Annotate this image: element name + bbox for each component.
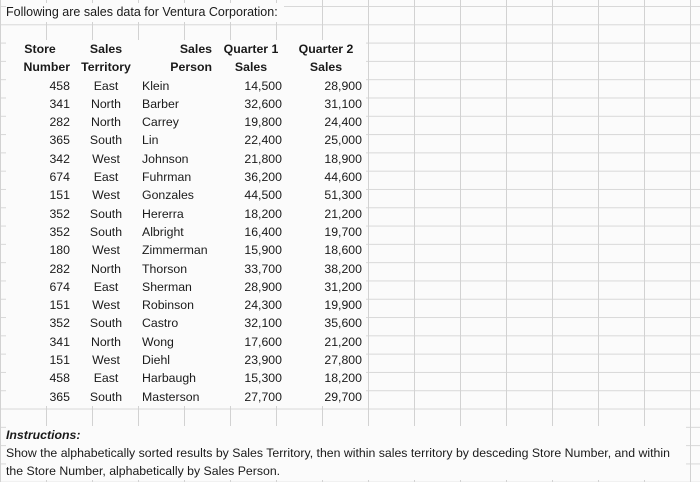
cell-store[interactable]: 151 <box>49 353 70 368</box>
cell-q2[interactable]: 18,600 <box>324 243 362 258</box>
cell-q2[interactable]: 28,900 <box>324 78 362 93</box>
cell-person[interactable]: Klein <box>142 78 170 93</box>
cell-person[interactable]: Thorson <box>142 261 188 276</box>
cell-q1[interactable]: 15,300 <box>244 371 282 386</box>
cell-store[interactable]: 352 <box>49 224 70 239</box>
cell-q1[interactable]: 14,500 <box>244 78 282 93</box>
header-territory[interactable]: Sales <box>89 42 123 56</box>
table-row <box>6 351 366 369</box>
header-q1[interactable]: Sales <box>234 60 268 75</box>
header-q1[interactable]: Quarter 1 <box>223 42 279 56</box>
cell-territory[interactable]: South <box>89 224 123 239</box>
cell-territory[interactable]: West <box>92 298 120 313</box>
instructions-block <box>6 426 686 480</box>
table-row <box>6 77 366 95</box>
cell-person[interactable]: Wong <box>142 334 174 349</box>
cell-q1[interactable]: 21,800 <box>244 151 282 166</box>
cell-store[interactable]: 282 <box>49 261 70 276</box>
cell-q2[interactable]: 35,600 <box>324 316 362 331</box>
cell-q1[interactable]: 28,900 <box>244 279 282 294</box>
cell-territory[interactable]: West <box>92 243 120 258</box>
sales-table <box>6 40 366 406</box>
cell-q1[interactable]: 17,600 <box>244 334 282 349</box>
cell-q2[interactable]: 25,000 <box>324 133 362 148</box>
cell-q1[interactable]: 32,600 <box>244 96 282 111</box>
cell-person[interactable]: Fuhrman <box>142 170 192 185</box>
cell-person[interactable]: Hererra <box>142 206 184 221</box>
cell-q2[interactable]: 29,700 <box>324 389 362 404</box>
table-row <box>6 205 366 223</box>
table-row <box>6 150 366 168</box>
cell-person[interactable]: Harbaugh <box>142 371 197 386</box>
cell-person[interactable]: Albright <box>142 224 184 239</box>
cell-q2[interactable]: 18,900 <box>324 151 362 166</box>
cell-store[interactable]: 458 <box>49 78 70 93</box>
cell-q2[interactable]: 51,300 <box>324 188 362 203</box>
table-row <box>6 296 366 314</box>
cell-store[interactable]: 151 <box>49 188 70 203</box>
header-store[interactable]: Number <box>23 60 70 75</box>
cell-store[interactable]: 458 <box>49 371 70 386</box>
header-store[interactable]: Store <box>24 42 56 56</box>
cell-person[interactable]: Sherman <box>142 279 192 294</box>
cell-q1[interactable]: 36,200 <box>244 170 282 185</box>
cell-q1[interactable]: 33,700 <box>244 261 282 276</box>
cell-q2[interactable]: 19,700 <box>324 224 362 239</box>
table-row <box>6 95 366 113</box>
table-row <box>6 369 366 387</box>
cell-territory[interactable]: West <box>92 353 120 368</box>
table-row <box>6 131 366 149</box>
table-row <box>6 388 366 406</box>
instructions-text[interactable]: Show the alphabetically sorted results by Sales Territory, then within sales territory by desceding Store Number, and within the Store Number, alphabetically by Sales Person. <box>6 446 670 478</box>
header-q2[interactable]: Sales <box>309 60 343 75</box>
cell-q1[interactable]: 23,900 <box>244 353 282 368</box>
cell-q1[interactable]: 18,200 <box>244 206 282 221</box>
cell-store[interactable]: 674 <box>49 279 70 294</box>
cell-territory[interactable]: South <box>89 389 123 404</box>
cell-store[interactable]: 342 <box>49 151 70 166</box>
cell-store[interactable]: 180 <box>49 243 70 258</box>
cell-store[interactable]: 151 <box>49 298 70 313</box>
cell-territory[interactable]: East <box>93 279 119 294</box>
cell-person[interactable]: Gonzales <box>142 188 194 203</box>
header-territory[interactable]: Territory <box>81 60 131 75</box>
cell-q2[interactable]: 31,200 <box>324 279 362 294</box>
table-row <box>6 223 366 241</box>
cell-territory[interactable]: East <box>93 78 119 93</box>
cell-q1[interactable]: 15,900 <box>244 243 282 258</box>
cell-q1[interactable]: 32,100 <box>244 316 282 331</box>
cell-q2[interactable]: 27,800 <box>324 353 362 368</box>
cell-territory[interactable]: West <box>92 188 120 203</box>
instructions-heading[interactable]: Instructions: <box>6 428 81 442</box>
cell-q1[interactable]: 16,400 <box>244 224 282 239</box>
cell-q2[interactable]: 21,200 <box>324 206 362 221</box>
cell-q2[interactable]: 19,900 <box>324 298 362 313</box>
cell-person[interactable]: Lin <box>142 133 159 148</box>
cell-person[interactable]: Johnson <box>142 151 189 166</box>
cell-q2[interactable]: 31,100 <box>324 96 362 111</box>
cell-territory[interactable]: South <box>89 133 123 148</box>
cell-q1[interactable]: 44,500 <box>244 188 282 203</box>
table-row <box>6 314 366 332</box>
cell-person[interactable]: Robinson <box>142 298 194 313</box>
cell-store[interactable]: 341 <box>49 334 70 349</box>
cell-person[interactable]: Diehl <box>142 353 171 368</box>
header-q2[interactable]: Quarter 2 <box>298 42 354 56</box>
cell-person[interactable]: Carrey <box>142 115 179 130</box>
cell-store[interactable]: 282 <box>49 115 70 130</box>
table-row <box>6 168 366 186</box>
table-row <box>6 278 366 296</box>
cell-territory[interactable]: North <box>90 115 122 130</box>
cell-person[interactable]: Barber <box>142 96 179 111</box>
cell-territory[interactable]: North <box>90 334 122 349</box>
cell-store[interactable]: 674 <box>49 170 70 185</box>
table-row <box>6 333 366 351</box>
cell-q2[interactable]: 38,200 <box>324 261 362 276</box>
cell-store[interactable]: 365 <box>49 133 70 148</box>
cell-q1[interactable]: 22,400 <box>244 133 282 148</box>
cell-territory[interactable]: East <box>93 371 119 386</box>
cell-store[interactable]: 365 <box>49 389 70 404</box>
cell-q1[interactable]: 27,700 <box>244 389 282 404</box>
cell-territory[interactable]: North <box>90 96 122 111</box>
table-row <box>6 113 366 131</box>
cell-q1[interactable]: 24,300 <box>244 298 282 313</box>
cell-person[interactable]: Zimmerman <box>142 243 208 258</box>
cell-territory[interactable]: West <box>92 151 120 166</box>
page-title: Following are sales data for Ventura Corporation: <box>6 3 284 22</box>
cell-territory[interactable]: North <box>90 261 122 276</box>
header-row-1 <box>6 40 366 58</box>
table-row <box>6 241 366 259</box>
cell-q2[interactable]: 21,200 <box>324 334 362 349</box>
cell-store[interactable]: 352 <box>49 206 70 221</box>
cell-store[interactable]: 341 <box>49 96 70 111</box>
cell-q2[interactable]: 44,600 <box>324 170 362 185</box>
table-row <box>6 186 366 204</box>
table-row <box>6 260 366 278</box>
header-person[interactable]: Sales <box>179 42 212 56</box>
cell-store[interactable]: 352 <box>49 316 70 331</box>
cell-person[interactable]: Masterson <box>142 389 200 404</box>
header-person[interactable]: Person <box>170 60 212 75</box>
cell-territory[interactable]: South <box>89 316 123 331</box>
cell-q2[interactable]: 18,200 <box>324 371 362 386</box>
header-row-2 <box>6 58 366 76</box>
cell-q1[interactable]: 19,800 <box>244 115 282 130</box>
cell-territory[interactable]: East <box>93 170 119 185</box>
cell-territory[interactable]: South <box>89 206 123 221</box>
cell-q2[interactable]: 24,400 <box>324 115 362 130</box>
cell-person[interactable]: Castro <box>142 316 179 331</box>
